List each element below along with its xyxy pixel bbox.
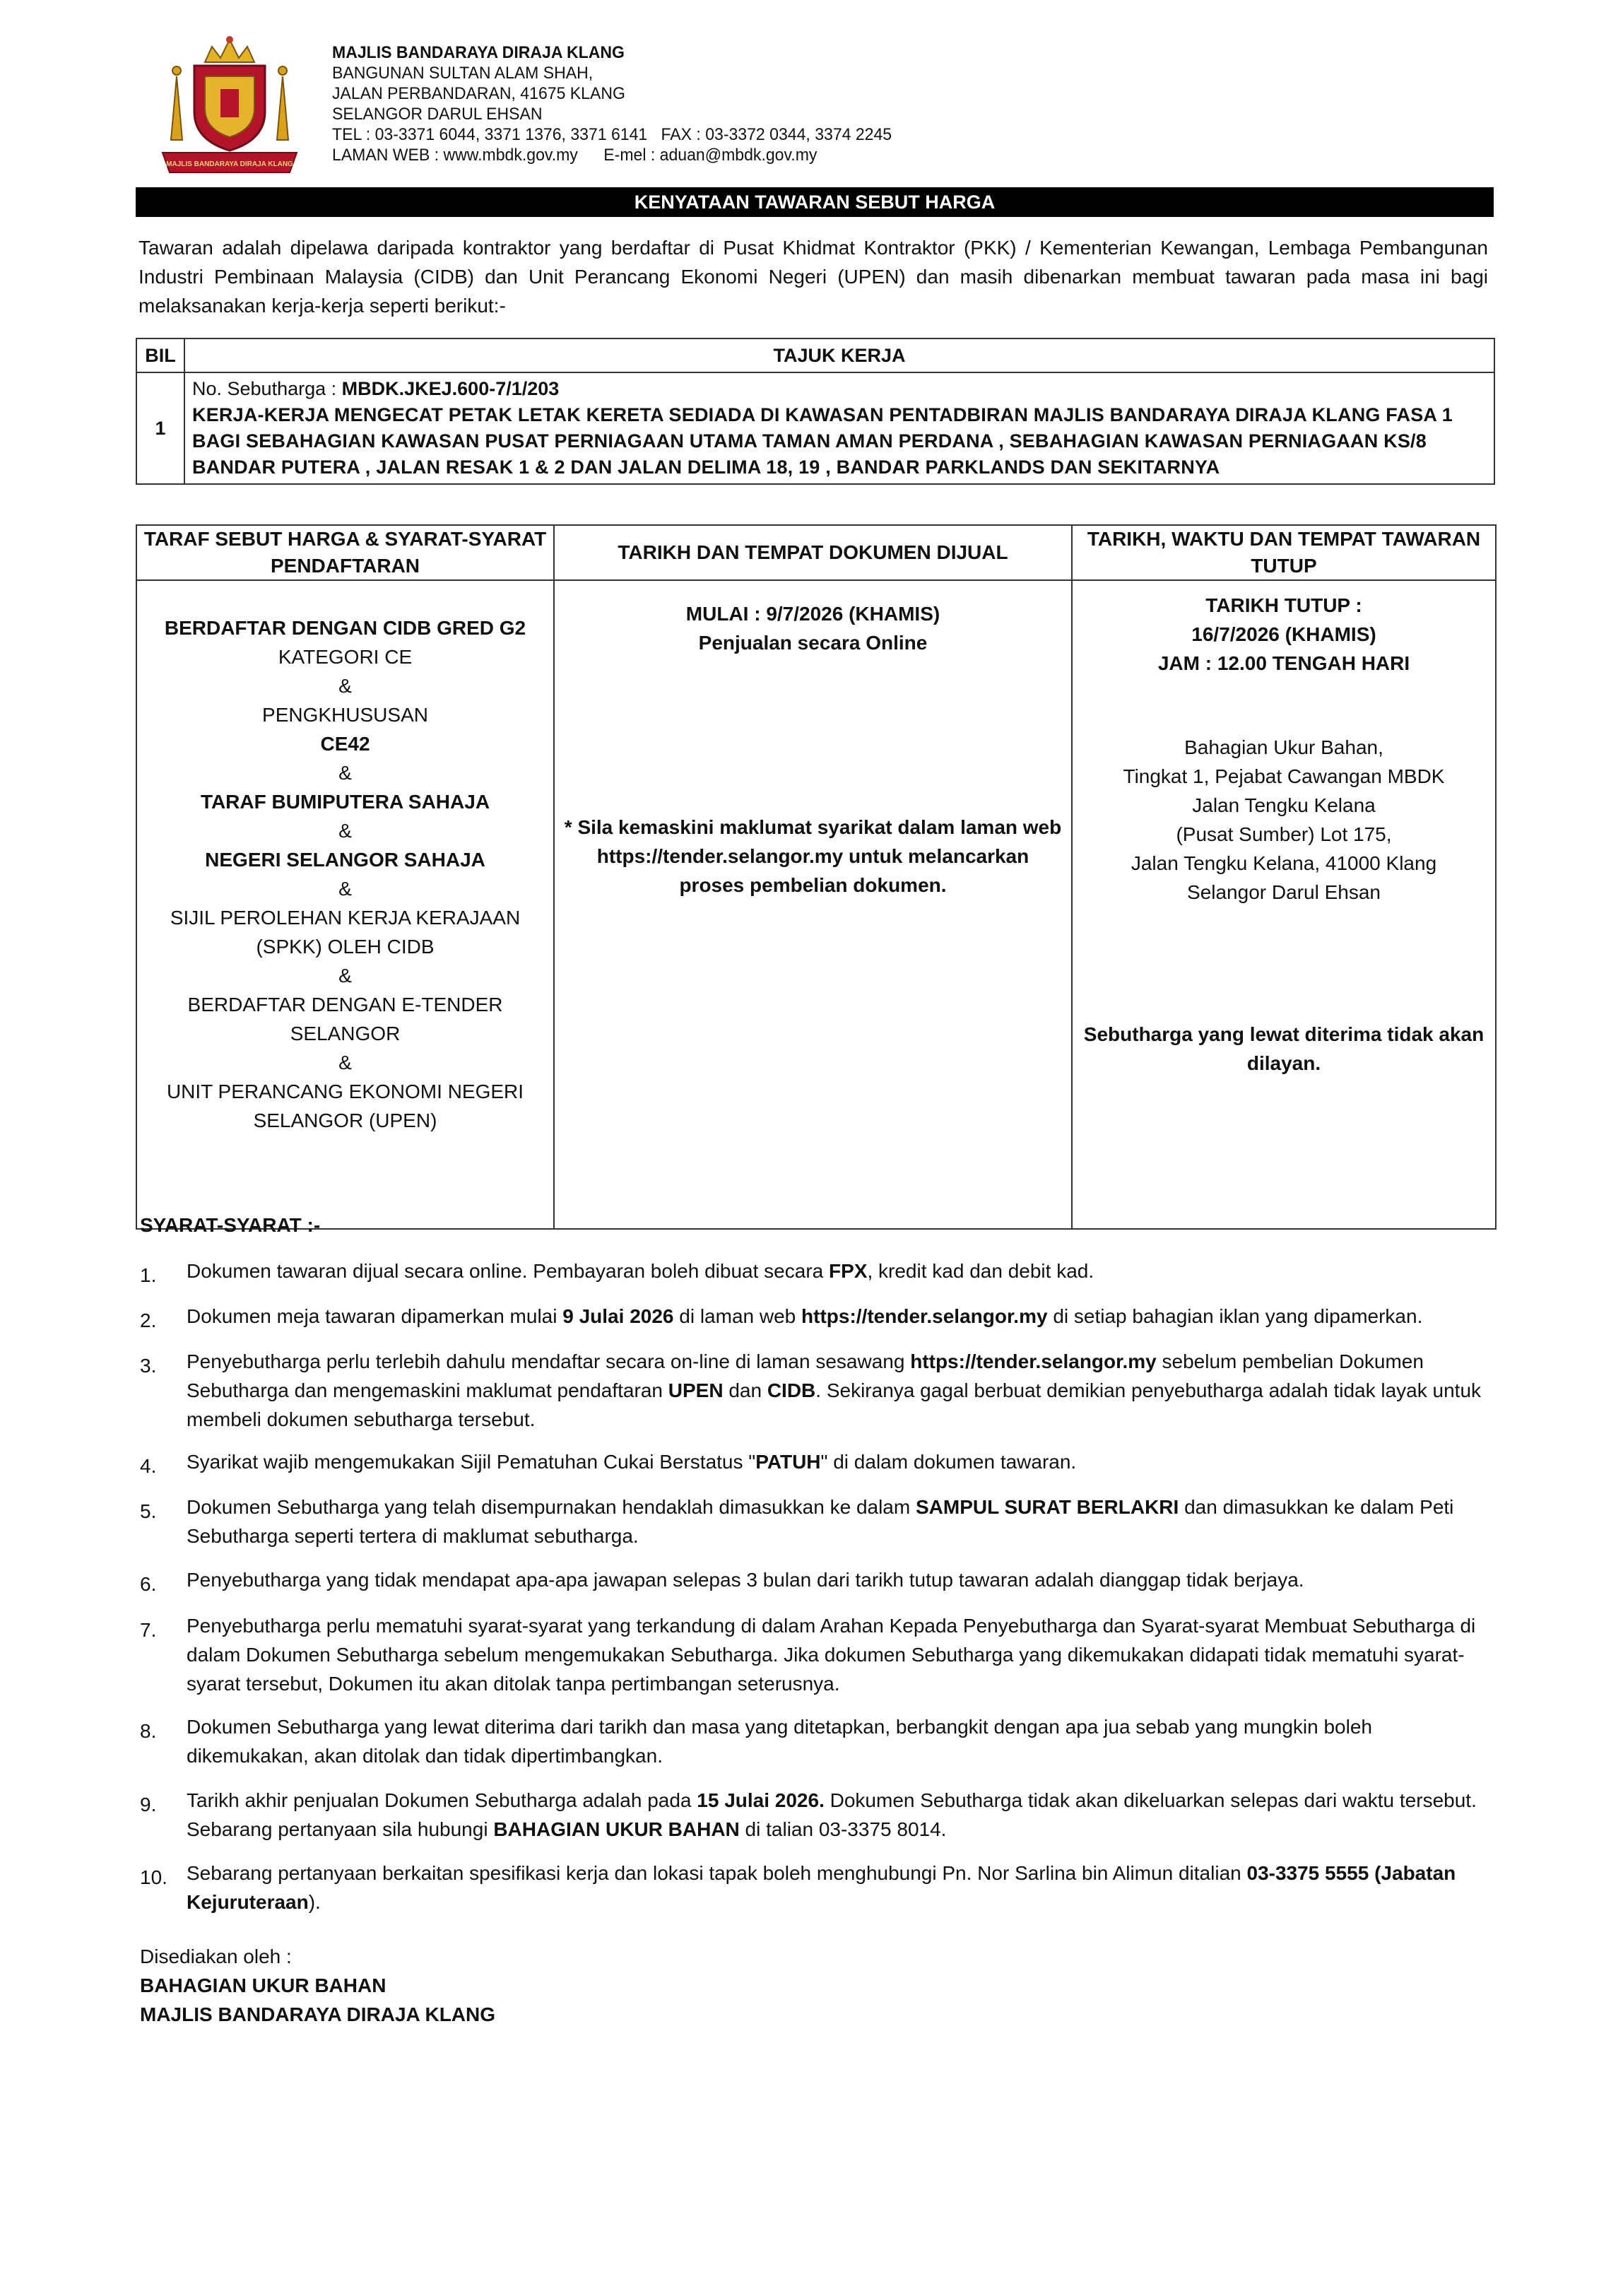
condition-text-part: Penyebutharga perlu terlebih dahulu mendaftar secara on-line di laman sesawang (187, 1350, 911, 1372)
logo-ribbon-text: MAJLIS BANDARAYA DIRAJA KLANG (166, 160, 293, 168)
condition-text-part: Penyebutharga perlu mematuhi syarat-syarat yang terkandung di dalam Arahan Kepada Penyebutharga dan Syarat-syarat Membuat Sebutharga di dalam Dokumen Sebutharga sebelum mengemukakan Sebutharga. Jika dokumen Sebutharga yang dikemukakan didapati tidak mematuhi syarat-syarat tersebut, Dokumen itu akan ditolak tanpa pertimbangan seterusnya. (187, 1615, 1476, 1695)
contact-line: TEL : 03-3371 6044, 3371 1376, 3371 6141 FAX : 03-3372 0344, 3374 2245 (332, 125, 892, 144)
prepared-by-label: Disediakan oleh : (140, 1945, 292, 1967)
condition-text-part: Penyebutharga yang tidak mendapat apa-apa jawapan selepas 3 bulan dari tarikh tutup tawaran adalah dianggap tidak berjaya. (187, 1569, 1304, 1591)
condition-emphasis: https://tender.selangor.my (801, 1305, 1048, 1327)
prepared-by-org: MAJLIS BANDARAYA DIRAJA KLANG (140, 2003, 496, 2025)
prepared-by-dept: BAHAGIAN UKUR BAHAN (140, 1974, 386, 1996)
address-line-2: JALAN PERBANDARAN, 41675 KLANG (332, 84, 625, 103)
req-specialisation-label: PENGKHUSUSAN (262, 704, 428, 726)
work-title: KERJA-KERJA MENGECAT PETAK LETAK KERETA SEDIADA DI KAWASAN PENTADBIRAN MAJLIS BANDARAYA DIRAJA KLANG FASA 1 BAGI SEBAHAGIAN KAWASAN PUSAT PERNIAGAAN UTAMA TAMAN AMAN PERDANA , SEBAHAGIAN KAWASAN PERNIAGAAN KS/8 BANDAR PUTERA , JALAN RESAK 1 & 2 DAN JALAN DELIMA 18, 19 , BANDAR PARKLANDS DAN SEKITARNYA (192, 404, 1453, 478)
condition-emphasis: 9 Julai 2026 (562, 1305, 674, 1327)
org-name: MAJLIS BANDARAYA DIRAJA KLANG (332, 43, 625, 62)
condition-text (187, 1786, 1491, 1844)
address-line-1: BANGUNAN SULTAN ALAM SHAH, (332, 64, 594, 83)
condition-emphasis: UPEN (668, 1379, 724, 1401)
website-text: LAMAN WEB : www.mbdk.gov.my (332, 146, 578, 165)
sale-online-text: Penjualan secara Online (698, 632, 928, 654)
condition-text-part: ). (308, 1891, 321, 1913)
web-email-line (332, 145, 892, 165)
closing-date: 16/7/2026 (KHAMIS) (1191, 623, 1376, 645)
col-registration-header: TARAF SEBUT HARGA & SYARAT-SYARAT PENDAFTARAN (136, 525, 554, 580)
work-cell (184, 372, 1494, 484)
condition-text-part: , kredit kad dan debit kad. (867, 1260, 1094, 1282)
late-submission-note: Sebutharga yang lewat diterima tidak akan dilayan. (1083, 1023, 1485, 1074)
condition-item (140, 1611, 1491, 1698)
condition-text-part: Syarikat wajib mengemukakan Sijil Pematuhan Cukai Berstatus " (187, 1451, 756, 1473)
col-bil-header: BIL (136, 338, 184, 372)
address-line-3: SELANGOR DARUL EHSAN (332, 105, 543, 124)
condition-text-part: " di dalam dokumen tawaran. (820, 1451, 1077, 1473)
amp-3: & (338, 820, 352, 842)
closing-details-cell (1072, 580, 1496, 1229)
condition-text-part: dan (723, 1379, 767, 1401)
condition-text (187, 1256, 1491, 1285)
condition-number: 2. (140, 1309, 157, 1331)
condition-number: 5. (140, 1500, 157, 1522)
closing-time: JAM : 12.00 TENGAH HARI (1157, 652, 1410, 674)
closing-address-line-6: Selangor Darul Ehsan (1187, 881, 1381, 903)
registration-requirements-cell (136, 580, 554, 1229)
req-upen: UNIT PERANCANG EKONOMI NEGERI SELANGOR (UPEN) (166, 1081, 524, 1131)
condition-item (140, 1565, 1491, 1594)
work-title-table (136, 338, 1495, 485)
update-company-note: * Sila kemaskini maklumat syarikat dalam laman web https://tender.selangor.my untuk melancarkan proses pembelian dokumen. (564, 816, 1062, 896)
condition-number: 6. (140, 1573, 157, 1595)
condition-emphasis: CIDB (767, 1379, 816, 1401)
conditions-heading: SYARAT-SYARAT :- (140, 1214, 321, 1236)
condition-text-part: Tarikh akhir penjualan Dokumen Sebutharga adalah pada (187, 1789, 697, 1811)
condition-text (187, 1859, 1491, 1917)
notice-title-banner: KENYATAAN TAWARAN SEBUT HARGA (136, 187, 1494, 217)
condition-text (187, 1712, 1491, 1770)
condition-text-part: Dokumen Sebutharga tidak akan dikeluarkan selepas dari waktu tersebut. Sebarang pertanyaan sila hubungi (187, 1789, 1477, 1840)
condition-text-part: dan dimasukkan ke dalam Peti Sebutharga seperti tertera di maklumat sebutharga. (187, 1496, 1454, 1547)
req-etender: BERDAFTAR DENGAN E-TENDER SELANGOR (187, 994, 503, 1044)
condition-emphasis: SAMPUL SURAT BERLAKRI (915, 1496, 1179, 1518)
condition-emphasis: FPX (829, 1260, 868, 1282)
quotation-info-table (136, 524, 1497, 1230)
condition-number: 3. (140, 1355, 157, 1377)
amp-6: & (338, 1052, 352, 1073)
intro-paragraph: Tawaran adalah dipelawa daripada kontraktor yang berdaftar di Pusat Khidmat Kontraktor (PKK) / Kementerian Kewangan, Lembaga Pembangunan Industri Pembinaan Malaysia (CIDB) dan Unit Perancang Ekonomi Negeri (UPEN) dan masih dibenarkan membuat tawaran pada masa ini bagi melaksanakan kerja-kerja seperti berikut:- (138, 237, 1488, 317)
condition-number: 1. (140, 1264, 157, 1286)
closing-address-line-1: Bahagian Ukur Bahan, (1184, 736, 1383, 758)
condition-text (187, 1493, 1491, 1550)
col-sale-header: TARIKH DAN TEMPAT DOKUMEN DIJUAL (554, 525, 1072, 580)
condition-emphasis: https://tender.selangor.my (910, 1350, 1157, 1372)
condition-item (140, 1493, 1491, 1550)
closing-date-label: TARIKH TUTUP : (1205, 594, 1362, 616)
condition-text-part: di setiap bahagian iklan yang dipamerkan. (1047, 1305, 1423, 1327)
col-closing-header: TARIKH, WAKTU DAN TEMPAT TAWARAN TUTUP (1072, 525, 1496, 580)
info-table-header (136, 525, 1496, 580)
condition-emphasis: PATUH (755, 1451, 821, 1473)
condition-number: 4. (140, 1455, 157, 1477)
document-sale-cell (554, 580, 1072, 1229)
condition-text-part: di laman web (673, 1305, 802, 1327)
sale-start-date: MULAI : 9/7/2026 (KHAMIS) (685, 603, 940, 625)
ref-label: No. Sebutharga : (192, 378, 342, 399)
condition-number: 8. (140, 1720, 157, 1742)
closing-address-line-4: (Pusat Sumber) Lot 175, (1176, 823, 1392, 845)
condition-emphasis: 15 Julai 2026. (697, 1789, 825, 1811)
condition-item (140, 1447, 1491, 1476)
quotation-ref (192, 376, 1488, 402)
condition-text-part: di talian 03-3375 8014. (739, 1818, 947, 1840)
condition-number: 10. (140, 1866, 167, 1888)
condition-text (187, 1447, 1491, 1476)
condition-text (187, 1302, 1491, 1331)
amp-1: & (338, 675, 352, 697)
condition-text-part: Dokumen Sebutharga yang telah disempurnakan hendaklah dimasukkan ke dalam (187, 1496, 916, 1518)
condition-emphasis: BAHAGIAN UKUR BAHAN (493, 1818, 740, 1840)
condition-text-part: Dokumen Sebutharga yang lewat diterima dari tarikh dan masa yang ditetapkan, berbangkit dengan apa jua sebab yang mungkin boleh dikemukakan, akan ditolak dan tidak dipertimbangkan. (187, 1716, 1372, 1767)
prepared-by-block (140, 1942, 495, 2029)
req-bumiputera: TARAF BUMIPUTERA SAHAJA (200, 791, 490, 813)
req-category: KATEGORI CE (278, 646, 413, 668)
council-crest-logo (155, 34, 304, 175)
req-spkk: SIJIL PEROLEHAN KERJA KERAJAAN (SPKK) OLEH CIDB (170, 907, 521, 958)
condition-text-part: . Sekiranya gagal berbuat demikian penyebutharga adalah tidak layak untuk membeli dokumen sebutharga tersebut. (187, 1379, 1482, 1430)
info-table-row (136, 580, 1496, 1229)
condition-text-part: Dokumen tawaran dijual secara online. Pembayaran boleh dibuat secara (187, 1260, 829, 1282)
ref-number: MBDK.JKEJ.600-7/1/203 (341, 378, 560, 399)
row-number: 1 (136, 372, 184, 484)
req-cidb-grade: BERDAFTAR DENGAN CIDB GRED G2 (164, 617, 526, 639)
closing-address-line-5: Jalan Tengku Kelana, 41000 Klang (1131, 852, 1437, 874)
condition-text-part: sebelum pembelian Dokumen Sebutharga dan mengemaskini maklumat pendaftaran (187, 1350, 1424, 1401)
letterhead (332, 42, 892, 165)
condition-item (140, 1859, 1491, 1917)
condition-text (187, 1611, 1491, 1698)
condition-number: 7. (140, 1619, 157, 1641)
condition-number: 9. (140, 1794, 157, 1815)
req-specialisation-code: CE42 (320, 733, 370, 755)
closing-address-line-3: Jalan Tengku Kelana (1192, 794, 1376, 816)
amp-2: & (338, 762, 352, 784)
condition-text (187, 1565, 1491, 1594)
col-tajuk-header: TAJUK KERJA (184, 338, 1494, 372)
condition-text-part: Sebarang pertanyaan berkaitan spesifikasi kerja dan lokasi tapak boleh menghubungi Pn. Nor Sarlina bin Alimun ditalian (187, 1862, 1247, 1884)
email-text: E-mel : aduan@mbdk.gov.my (603, 146, 818, 165)
amp-4: & (338, 878, 352, 900)
condition-emphasis: 03-3375 5555 (Jabatan Kejuruteraan (187, 1862, 1456, 1913)
work-row (136, 372, 1494, 484)
condition-item (140, 1786, 1491, 1844)
condition-item (140, 1256, 1491, 1285)
work-table-header (136, 338, 1494, 372)
amp-5: & (338, 965, 352, 987)
req-selangor: NEGERI SELANGOR SAHAJA (205, 849, 485, 871)
condition-item (140, 1302, 1491, 1331)
condition-text-part: Dokumen meja tawaran dipamerkan mulai (187, 1305, 563, 1327)
condition-item (140, 1347, 1491, 1434)
condition-item (140, 1712, 1491, 1770)
closing-address-line-2: Tingkat 1, Pejabat Cawangan MBDK (1123, 765, 1445, 787)
condition-text (187, 1347, 1491, 1434)
